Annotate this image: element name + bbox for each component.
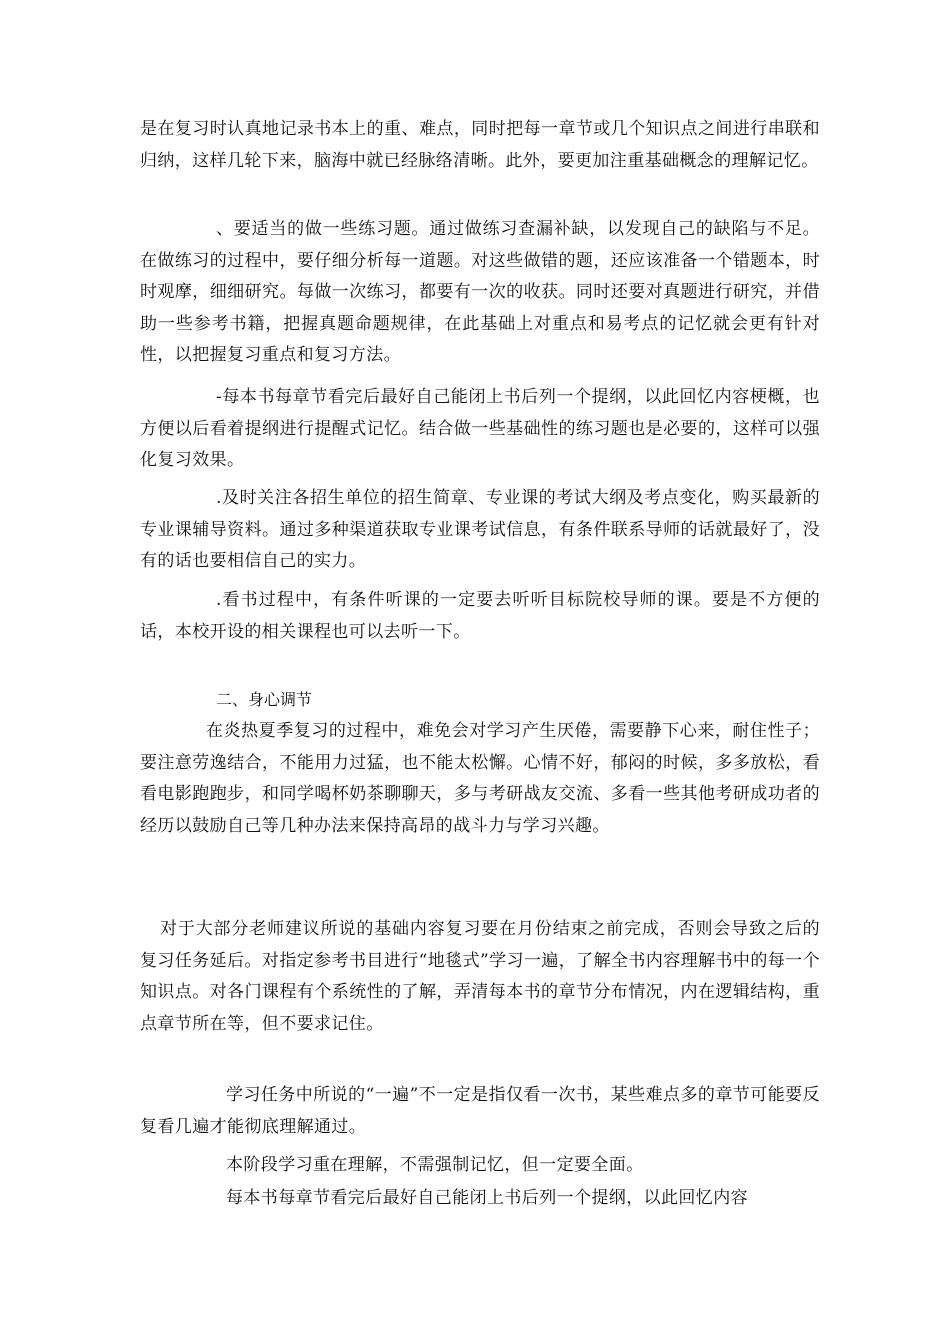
paragraph-outline-recall: 每本书每章节看完后最好自己能闭上书后列一个提纲，以此回忆内容 [226, 1188, 748, 1208]
paragraph-mind-body-adjustment: 在炎热夏季复习的过程中，难免会对学习产生厌倦，需要静下心来，耐住性子；要注意劳逸结合，不能用力过猛，也不能太松懈。心情不好，郁闷的时候，多多放松，看看电影跑跑步，和同学喝杯奶茶聊聊天，多与考研战友交流、多看一些其他考研成功者的经历以鼓励自己等几种办法来保持高昂的战斗力与学习兴趣。 [140, 721, 820, 836]
paragraph-attend-lectures: .看书过程中，有条件听课的一定要去听听目标院校导师的课。要是不方便的话，本校开设的相关课程也可以去听一下。 [140, 590, 820, 642]
paragraph-review-notes: 是在复习时认真地记录书本上的重、难点，同时把每一章节或几个知识点之间进行串联和归纳，这样几轮下来，脑海中就已经脉络清晰。此外，要更加注重基础概念的理解记忆。 [140, 119, 820, 171]
paragraph-practice-exercises: 、要适当的做一些练习题。通过做练习查漏补缺，以发现自己的缺陷与不足。在做练习的过程中，要仔细分析每一道题。对这些做错的题，还应该准备一个错题本，时时观摩，细细研究。每做一次练习，都要有一次的收获。同时还要对真题进行研究，并借助一些参考书籍，把握真题命题规律，在此基础上对重点和易考点的记忆就会更有针对性，以把握复习重点和复习方法。 [140, 219, 820, 365]
paragraph-foundation-review: 对于大部分老师建议所说的基础内容复习要在月份结束之前完成，否则会导致之后的复习任务延后。对指定参考书目进行“地毯式”学习一遍，了解全书内容理解书中的每一个知识点。对各门课程有个系统性的了解，弄清每本书的章节分布情况，内在逻辑结构，重点章节所在等，但不要求记住。 [140, 919, 820, 1034]
paragraph-understanding-focus: 本阶段学习重在理解，不需强制记忆，但一定要全面。 [226, 1155, 644, 1175]
paragraph-admission-info: .及时关注各招生单位的招生简章、专业课的考试大纲及考点变化，购买最新的专业课辅导资料。通过多种渠道获取专业课考试信息，有条件联系导师的话就最好了，没有的话也要相信自己的实力。 [140, 488, 820, 571]
paragraph-one-pass-meaning: 学习任务中所说的“一遍”不一定是指仅看一次书，某些难点多的章节可能要反复看几遍才能彻底理解通过。 [140, 1085, 820, 1137]
paragraph-chapter-outline: -每本书每章节看完后最好自己能闭上书后列一个提纲，以此回忆内容梗概，也方便以后看着提纲进行提醒式记忆。结合做一些基础性的练习题也是必要的，这样可以强化复习效果。 [140, 387, 820, 470]
section-heading-mind-body: 二、身心调节 [216, 690, 313, 709]
